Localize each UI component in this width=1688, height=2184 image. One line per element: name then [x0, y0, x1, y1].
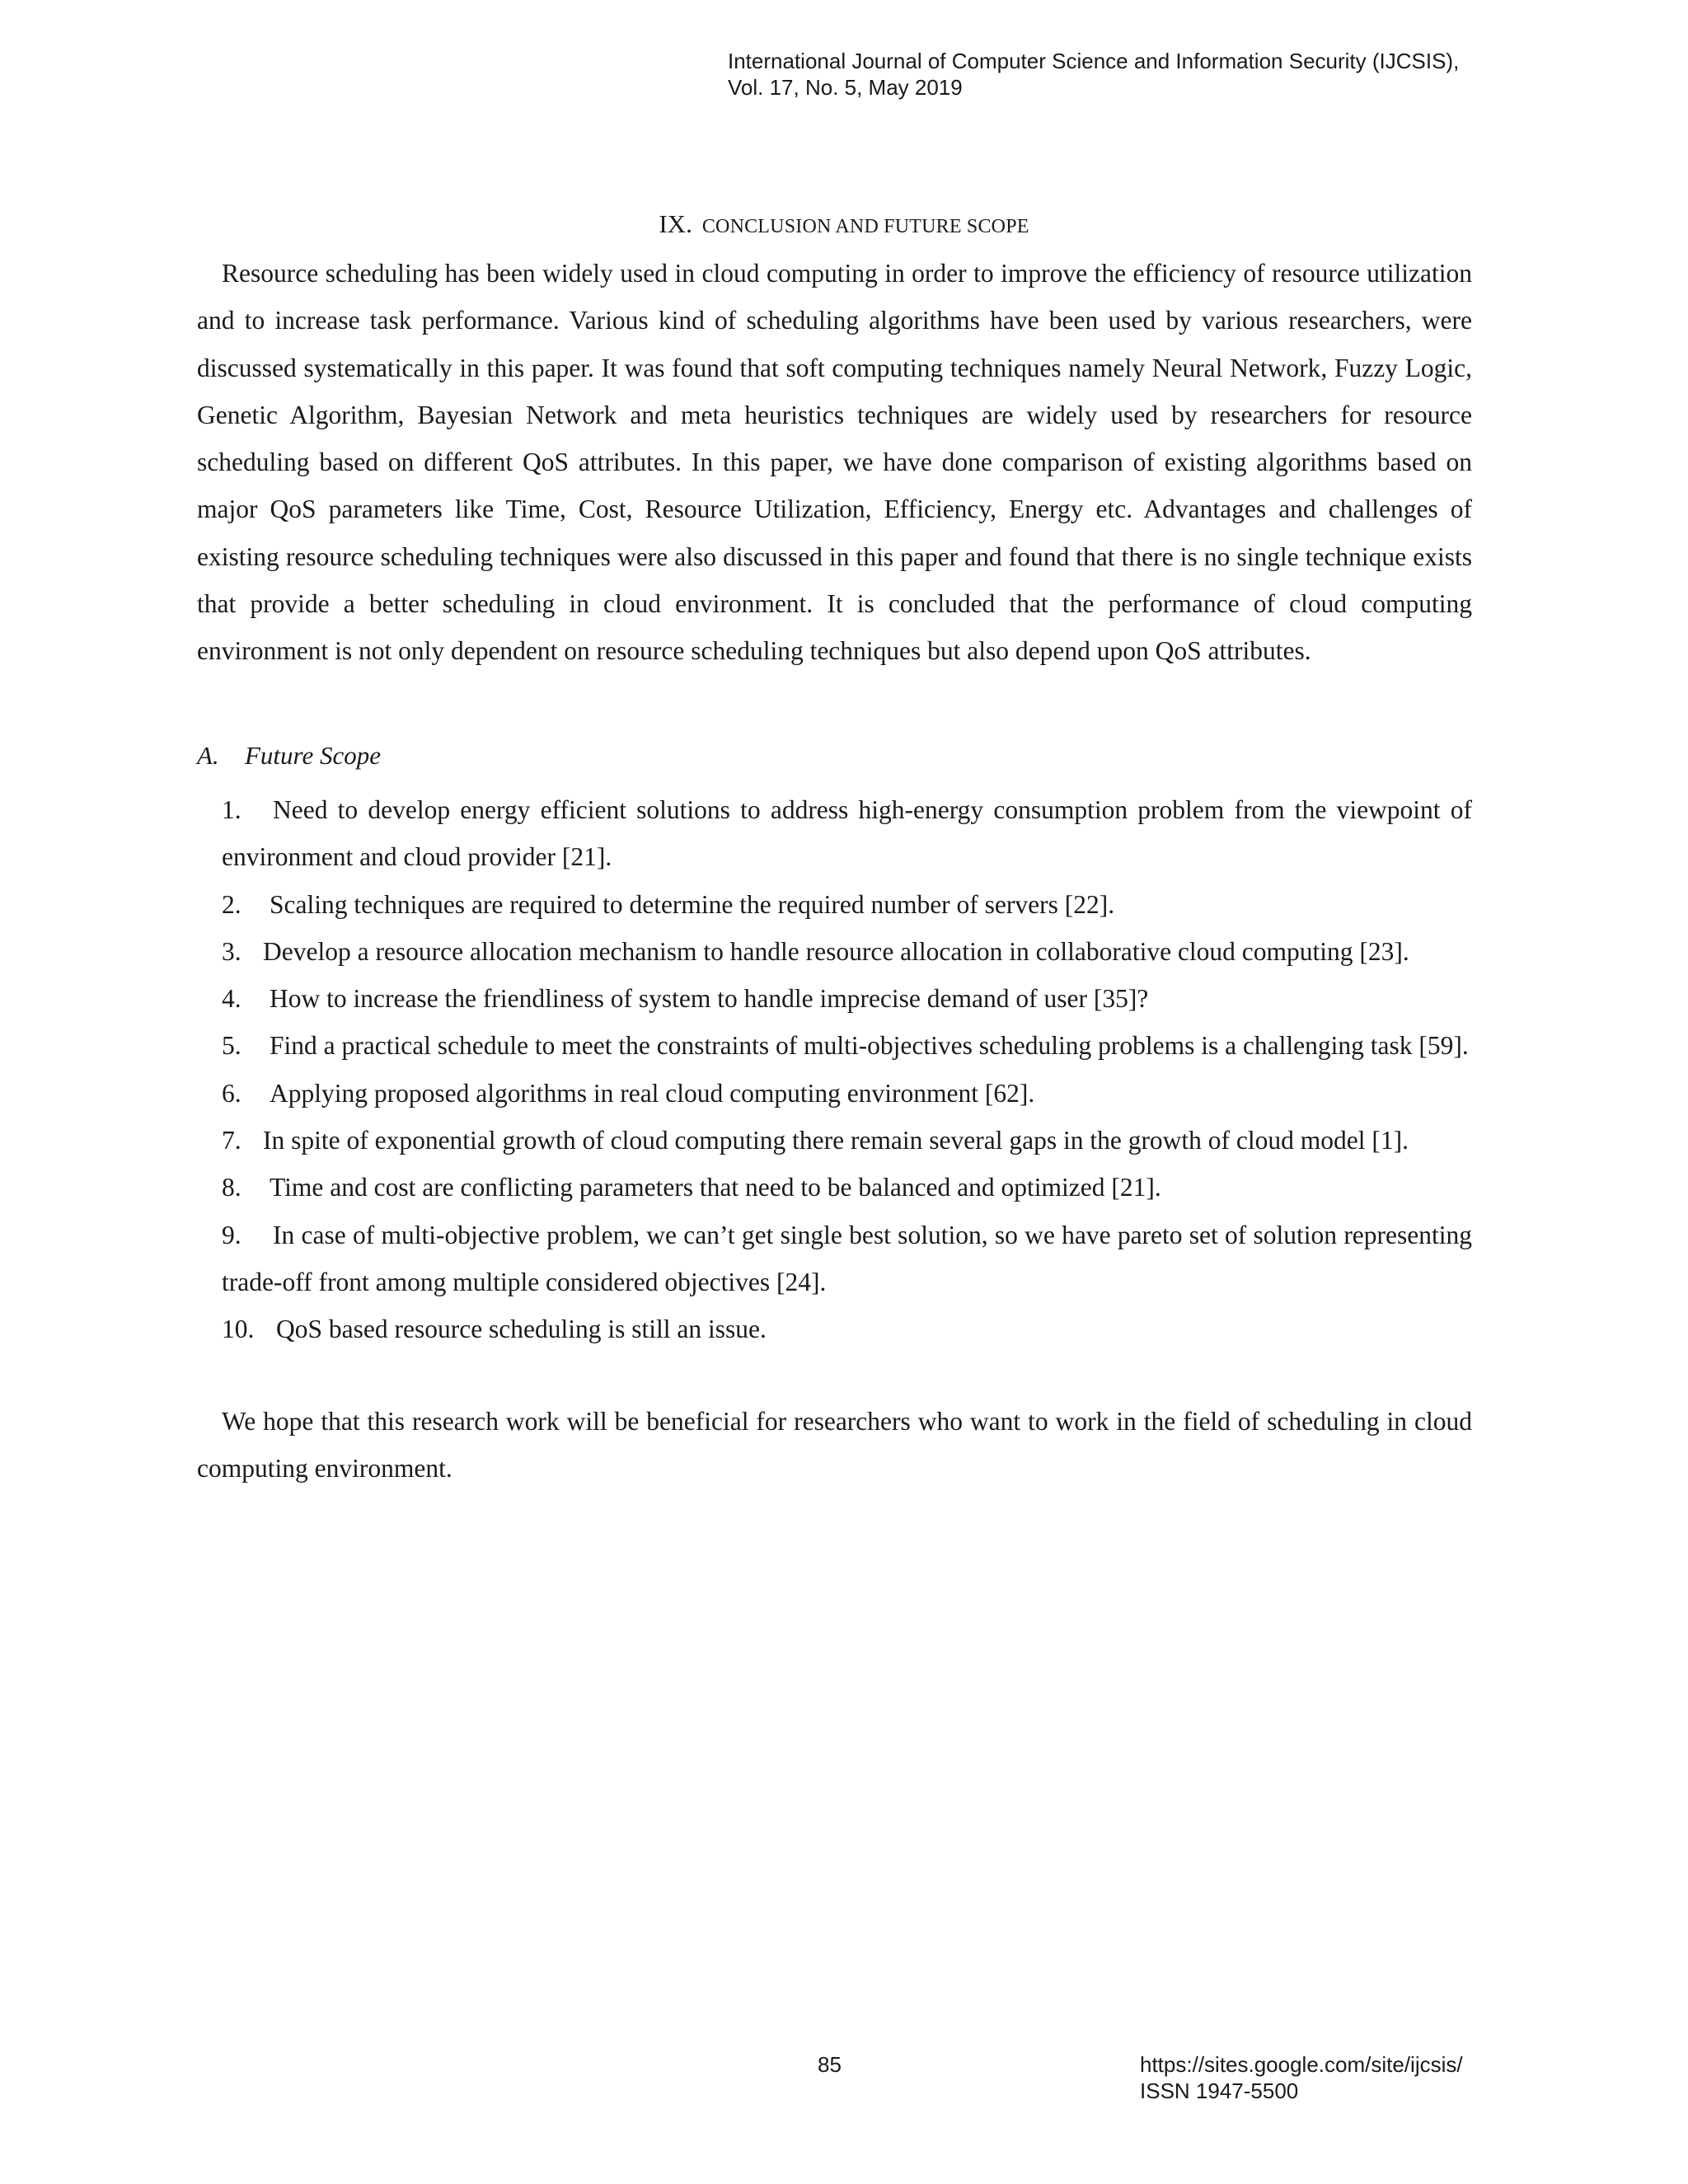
journal-url: https://sites.google.com/site/ijcsis/ [1140, 2052, 1463, 2077]
section-title: CONCLUSION AND FUTURE SCOPE [701, 216, 1029, 237]
list-item [222, 1164, 1472, 1211]
list-item-number: 5. [222, 1031, 241, 1061]
journal-title-line: International Journal of Computer Science and Information Security (IJCSIS), [728, 49, 1460, 73]
list-item [222, 786, 1472, 881]
list-item-text: Develop a resource allocation mechanism to handle resource allocation in collaborative cloud computing [23]. [263, 936, 1409, 966]
list-item-text: Need to develop energy efficient solutions to address high-energy consumption problem from the viewpoint of environment and cloud provider [21]. [222, 795, 1472, 872]
list-item [222, 1070, 1472, 1117]
list-item-number: 6. [222, 1078, 241, 1108]
list-item-number: 9. [222, 1220, 241, 1249]
subsection-heading [197, 739, 381, 772]
list-item [222, 1022, 1472, 1069]
subsection-letter: A. [197, 741, 219, 770]
list-item-text: How to increase the friendliness of system to handle imprecise demand of user [35]? [270, 984, 1149, 1014]
list-item [222, 1117, 1472, 1164]
list-item-text: Scaling techniques are required to determine the required number of servers [22]. [270, 889, 1115, 919]
issn-number: ISSN 1947-5500 [1140, 2079, 1299, 2103]
page-number: 85 [818, 2052, 842, 2077]
list-item-text: Applying proposed algorithms in real cloud computing environment [62]. [270, 1078, 1035, 1108]
list-item [222, 881, 1472, 928]
list-item [222, 1305, 1472, 1352]
section-numeral: IX. [659, 209, 692, 238]
list-item-text: Time and cost are conflicting parameters that need to be balanced and optimized [21]. [270, 1173, 1161, 1202]
footer-info [1140, 2051, 1463, 2104]
future-scope-list [222, 786, 1472, 1353]
list-item-number: 4. [222, 984, 241, 1014]
list-item-number: 1. [222, 795, 241, 824]
subsection-title: Future Scope [245, 741, 381, 770]
list-item [222, 1212, 1472, 1306]
list-item-text: Find a practical schedule to meet the constraints of multi-objectives scheduling problems is a challenging task [59]. [270, 1031, 1469, 1061]
conclusion-paragraph: Resource scheduling has been widely used in cloud computing in order to improve the efficiency of resource utilization and to increase task performance. Various kind of scheduling algorithms have been used by various researchers, were discussed systematically in this paper. It was found that soft computing techniques namely Neural Network, Fuzzy Logic, Genetic Algorithm, Bayesian Network and meta heuristics techniques are widely used by researchers for resource scheduling based on different QoS attributes. In this paper, we have done comparison of existing algorithms based on major QoS parameters like Time, Cost, Resource Utilization, Efficiency, Energy etc. Advantages and challenges of existing resource scheduling techniques were also discussed in this paper and found that there is no single technique exists that provide a better scheduling in cloud environment. It is concluded that the performance of cloud computing environment is not only dependent on resource scheduling techniques but also depend upon QoS attributes. [197, 259, 1472, 666]
list-item [222, 975, 1472, 1022]
section-heading [0, 208, 1688, 243]
journal-header [728, 48, 1459, 101]
list-item-number: 3. [222, 936, 241, 966]
list-item [222, 928, 1472, 975]
list-item-text: In case of multi-objective problem, we can’t get single best solution, so we have pareto set of solution representing trade-off front among multiple considered objectives [24]. [222, 1220, 1472, 1296]
journal-volume-line: Vol. 17, No. 5, May 2019 [728, 75, 963, 100]
list-item-number: 2. [222, 889, 241, 919]
list-item-number: 7. [222, 1126, 241, 1155]
closing-paragraph: We hope that this research work will be beneficial for researchers who want to work in the field of scheduling in cloud computing environment. [197, 1407, 1472, 1483]
list-item-number: 10. [222, 1315, 255, 1344]
list-item-text: In spite of exponential growth of cloud computing there remain several gaps in the growth of cloud model [1]. [263, 1126, 1409, 1155]
list-item-text: QoS based resource scheduling is still an issue. [276, 1315, 767, 1344]
list-item-number: 8. [222, 1173, 241, 1202]
